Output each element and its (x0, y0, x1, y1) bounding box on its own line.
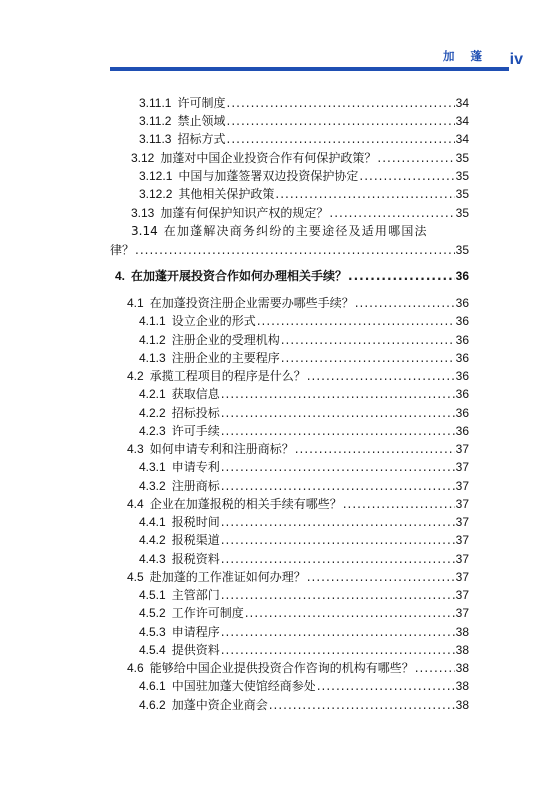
toc-entry[interactable]: 4.2.2 招标投标 ..... 36 (139, 405, 469, 421)
toc-entry[interactable]: 4.1.1 设立企业的形式 ..... 36 (139, 313, 469, 329)
header-rule (110, 67, 509, 71)
toc-entry[interactable]: 4.2 承揽工程项目的程序是什么？ ..... 36 (127, 368, 469, 384)
toc-entry[interactable]: 4.4.3 报税资料 ..... 37 (139, 551, 469, 567)
toc-entry[interactable]: 4.2.3 许可手续 ..... 36 (139, 423, 469, 439)
toc-entry[interactable]: 4.5.3 申请程序 ..... 38 (139, 624, 469, 640)
toc-entry-wrapped[interactable]: 3.14 在加蓬解决商务纠纷的主要途径及适用哪国法 (131, 224, 428, 238)
toc-entry[interactable]: 4.2.1 获取信息 ..... 36 (139, 386, 469, 402)
header-title: 加 蓬 (442, 49, 488, 63)
toc-entry-continuation[interactable]: 律？ ..... 35 (110, 242, 469, 258)
toc-entry[interactable]: 4.4.1 报税时间 ..... 37 (139, 514, 469, 530)
toc-entry[interactable]: 4.3 如何申请专利和注册商标？ ..... 37 (127, 441, 469, 457)
toc-entry[interactable]: 4.4.2 报税渠道 ..... 37 (139, 532, 469, 548)
toc-entry[interactable]: 4.6 能够给中国企业提供投资合作咨询的机构有哪些？ ..... 38 (127, 660, 469, 676)
toc-entry[interactable]: 4.1.3 注册企业的主要程序 ..... 36 (139, 350, 469, 366)
toc-entry[interactable]: 3.11.2 禁止领域 ..... 34 (139, 113, 469, 129)
toc-entry[interactable]: 4.5 赴加蓬的工作准证如何办理？ ..... 37 (127, 569, 469, 585)
toc-entry[interactable]: 4.5.2 工作许可制度 ..... 37 (139, 605, 469, 621)
toc-entry[interactable]: 4.1 在加蓬投资注册企业需要办哪些手续？ ..... 36 (127, 295, 469, 311)
toc-entry[interactable]: 4.5.4 提供资料 ..... 38 (139, 642, 469, 658)
toc-entry[interactable]: 4.1.2 注册企业的受理机构 ..... 36 (139, 332, 469, 348)
toc-entry[interactable]: 3.11.3 招标方式 ..... 34 (139, 131, 469, 147)
toc-entry[interactable]: 4.3.1 申请专利 ..... 37 (139, 459, 469, 475)
toc-chapter-entry[interactable]: 4. 在加蓬开展投资合作如何办理相关手续？ ..... 36 (115, 268, 469, 284)
toc-entry[interactable]: 3.12.2 其他相关保护政策 ..... 35 (139, 186, 469, 202)
toc-entry[interactable]: 3.12.1 中国与加蓬签署双边投资保护协定 ..... 35 (139, 168, 469, 184)
toc-entry[interactable]: 4.6.2 加蓬中资企业商会 ..... 38 (139, 697, 469, 713)
toc-entry[interactable]: 4.5.1 主管部门 ..... 37 (139, 587, 469, 603)
toc-entry[interactable]: 4.4 企业在加蓬报税的相关手续有哪些？ ..... 37 (127, 496, 469, 512)
toc-entry[interactable]: 4.6.1 中国驻加蓬大使馆经商参处 ..... 38 (139, 678, 469, 694)
toc-entry[interactable]: 3.13 加蓬有何保护知识产权的规定？ ..... 35 (131, 205, 469, 221)
page-number: iv (509, 51, 523, 68)
toc-entry[interactable]: 4.3.2 注册商标 ..... 37 (139, 478, 469, 494)
toc-entry[interactable]: 3.12 加蓬对中国企业投资合作有何保护政策？ ..... 35 (131, 150, 469, 166)
toc-entry[interactable]: 3.11.1 许可制度 ..... 34 (139, 95, 469, 111)
